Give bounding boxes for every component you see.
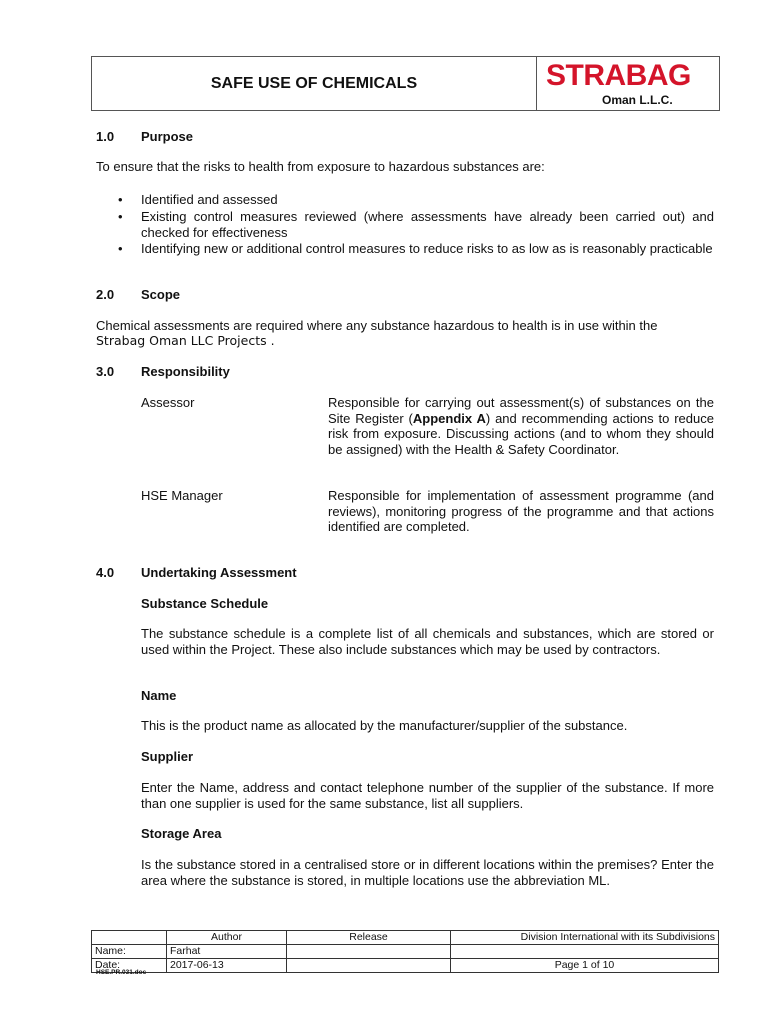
document-title: SAFE USE OF CHEMICALS (92, 57, 537, 110)
purpose-intro: To ensure that the risks to health from exposure to hazardous substances are: (96, 159, 545, 174)
role-description: Responsible for carrying out assessment(s) of substances on the Site Register (Appendix A) and recommending actions to reduce risk from exposure. Discussing actions (and to whom they should be assigned) with the Health & Safety Coordinator. (328, 395, 714, 457)
section-number: 3.0 (96, 364, 115, 379)
footer-date-label: Date: (92, 959, 167, 973)
logo-brand: STRABAG (546, 59, 691, 92)
footer-date-value: 2017-06-13 (167, 959, 287, 973)
bullet-icon: • (118, 241, 123, 256)
section-title-scope: Scope (141, 287, 181, 302)
strabag-logo (538, 57, 719, 110)
subsection-title: Substance Schedule (141, 596, 269, 611)
document-code: HSE.PR.031.doc (96, 969, 147, 976)
role-description: Responsible for implementation of assessment programme (and reviews), monitoring progress of the programme and that actions identified are completed. (328, 488, 714, 534)
section-number: 1.0 (96, 129, 115, 144)
document-header (91, 56, 720, 111)
footer-table (91, 930, 719, 973)
footer-name-label: Name: (92, 945, 167, 959)
section-number: 2.0 (96, 287, 115, 302)
bullet-icon: • (118, 192, 123, 207)
footer-author-header: Author (167, 931, 287, 945)
footer-release-header: Release (287, 931, 451, 945)
footer-cell (287, 959, 451, 973)
purpose-bullet: Identified and assessed (141, 192, 278, 207)
purpose-bullet: Identifying new or additional control measures to reduce risks to as low as is reasonably practicable (141, 241, 713, 256)
subsection-text: Enter the Name, address and contact telephone number of the supplier of the substance. If more than one supplier is used for the same substance, list all suppliers. (141, 780, 714, 811)
bullet-icon: • (118, 209, 123, 224)
subsection-title: Storage Area (141, 826, 222, 841)
footer-name-value: Farhat (167, 945, 287, 959)
section-number: 4.0 (96, 565, 115, 580)
subsection-text: The substance schedule is a complete list of all chemicals and substances, which are stored or used within the Project. These also include substances which may be used by contractors. (141, 626, 714, 657)
subsection-title: Supplier (141, 749, 194, 764)
footer-cell (92, 931, 167, 945)
section-title-purpose: Purpose (141, 129, 194, 144)
purpose-bullet: Existing control measures reviewed (where assessments have already been carried out) and checked for effectiveness (141, 209, 714, 240)
footer-cell (451, 945, 719, 959)
scope-text: Chemical assessments are required where any substance hazardous to health is in use within the (96, 318, 658, 333)
section-title-assessment: Undertaking Assessment (141, 565, 297, 580)
subsection-text: Is the substance stored in a centralised store or in different locations within the premises? Enter the area where the substance is stored, in multiple locations use the abbreviation ML. (141, 857, 714, 888)
logo-subtitle: Oman L.L.C. (602, 93, 673, 107)
scope-text-2: Strabag Oman LLC Projects . (96, 333, 275, 348)
role-name: Assessor (141, 395, 195, 410)
footer-page-number: Page 1 of 10 (451, 959, 719, 973)
role-name: HSE Manager (141, 488, 223, 503)
subsection-text: This is the product name as allocated by the manufacturer/supplier of the substance. (141, 718, 628, 733)
footer-cell (287, 945, 451, 959)
section-title-responsibility: Responsibility (141, 364, 230, 379)
footer-division: Division International with its Subdivisions (451, 931, 719, 945)
subsection-title: Name (141, 688, 177, 703)
